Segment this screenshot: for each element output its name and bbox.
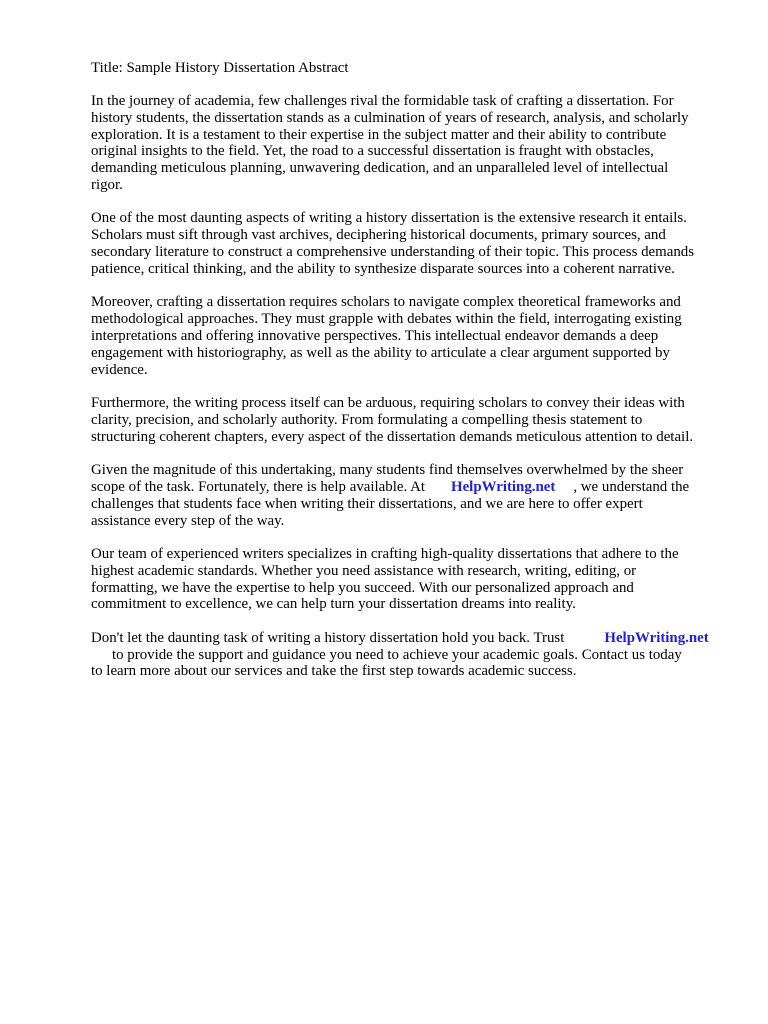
text-segment: scope of the task. Fortunately, there is help available. At: [91, 478, 425, 495]
text-line: Moreover, crafting a dissertation requires scholars to navigate complex theoretical frameworks and: [91, 294, 681, 311]
text-line: highest academic standards. Whether you need assistance with research, writing, editing, or: [91, 562, 637, 579]
helpwriting-link[interactable]: HelpWriting.net: [450, 478, 556, 495]
text-line: commitment to excellence, we can help turn your dissertation dreams into reality.: [91, 596, 576, 613]
text-line: evidence.: [91, 361, 148, 378]
text-line: patience, critical thinking, and the ability to synthesize disparate sources into a coherent narrative.: [91, 260, 675, 277]
paragraph-help: [91, 462, 723, 529]
paragraph-research: [91, 210, 723, 277]
text-line: to provide the support and guidance you need to achieve your academic goals. Contact us today: [112, 646, 682, 663]
text-line: In the journey of academia, few challenges rival the formidable task of crafting a dissertation. For: [91, 92, 674, 109]
text-line-with-link: [91, 630, 723, 647]
paragraph-theory: [91, 294, 723, 378]
text-line: assistance every step of the way.: [91, 512, 285, 529]
paragraph-writing: [91, 395, 723, 446]
text-line: original insights to the field. Yet, the road to a successful dissertation is fraught with obstacles,: [91, 143, 654, 160]
text-segment: , we understand the: [573, 478, 690, 495]
text-line: to learn more about our services and take the first step towards academic success.: [91, 663, 577, 680]
text-line: history students, the dissertation stands as a culmination of years of research, analysis, and scholarly: [91, 109, 689, 126]
text-line: secondary literature to construct a comprehensive understanding of their topic. This process demands: [91, 244, 695, 261]
text-line: clarity, precision, and scholarly authority. From formulating a compelling thesis statement to: [91, 411, 643, 428]
text-line: Scholars must sift through vast archives, deciphering historical documents, primary sources, and: [91, 227, 666, 244]
text-line: rigor.: [91, 177, 123, 194]
text-line: challenges that students face when writing their dissertations, and we are here to offer expert: [91, 495, 643, 512]
paragraph-intro: [91, 93, 723, 194]
text-line: structuring coherent chapters, every aspect of the dissertation demands meticulous attention to detail.: [91, 428, 694, 445]
document-page: [91, 60, 723, 697]
text-segment: Don't let the daunting task of writing a history dissertation hold you back. Trust: [91, 629, 565, 646]
text-line: demanding meticulous planning, unwavering dedication, and an unparalleled level of intellectual: [91, 160, 669, 177]
text-line: One of the most daunting aspects of writing a history dissertation is the extensive research it entails.: [91, 210, 687, 227]
paragraph-team: [91, 546, 723, 613]
text-line: methodological approaches. They must grapple with debates within the field, interrogating existing: [91, 311, 682, 328]
text-line: Given the magnitude of this undertaking, many students find themselves overwhelmed by the sheer: [91, 462, 684, 479]
paragraph-closing: [91, 630, 723, 681]
document-title: Title: Sample History Dissertation Abstract: [91, 60, 349, 76]
text-line: Furthermore, the writing process itself can be arduous, requiring scholars to convey their ideas with: [91, 395, 685, 411]
text-line: engagement with historiography, as well as the ability to articulate a clear argument supported by: [91, 344, 670, 361]
text-line-with-link: [91, 479, 723, 496]
text-line: Our team of experienced writers specializes in crafting high-quality dissertations that adhere to the: [91, 545, 679, 562]
text-line: interpretations and offering innovative perspectives. This intellectual endeavor demands a deep: [91, 327, 659, 344]
text-line: exploration. It is a testament to their expertise in the subject matter and their ability to contribute: [91, 126, 667, 143]
helpwriting-link[interactable]: HelpWriting.net: [604, 629, 709, 646]
text-line: formatting, we have the expertise to help you succeed. With our personalized approach and: [91, 579, 634, 596]
